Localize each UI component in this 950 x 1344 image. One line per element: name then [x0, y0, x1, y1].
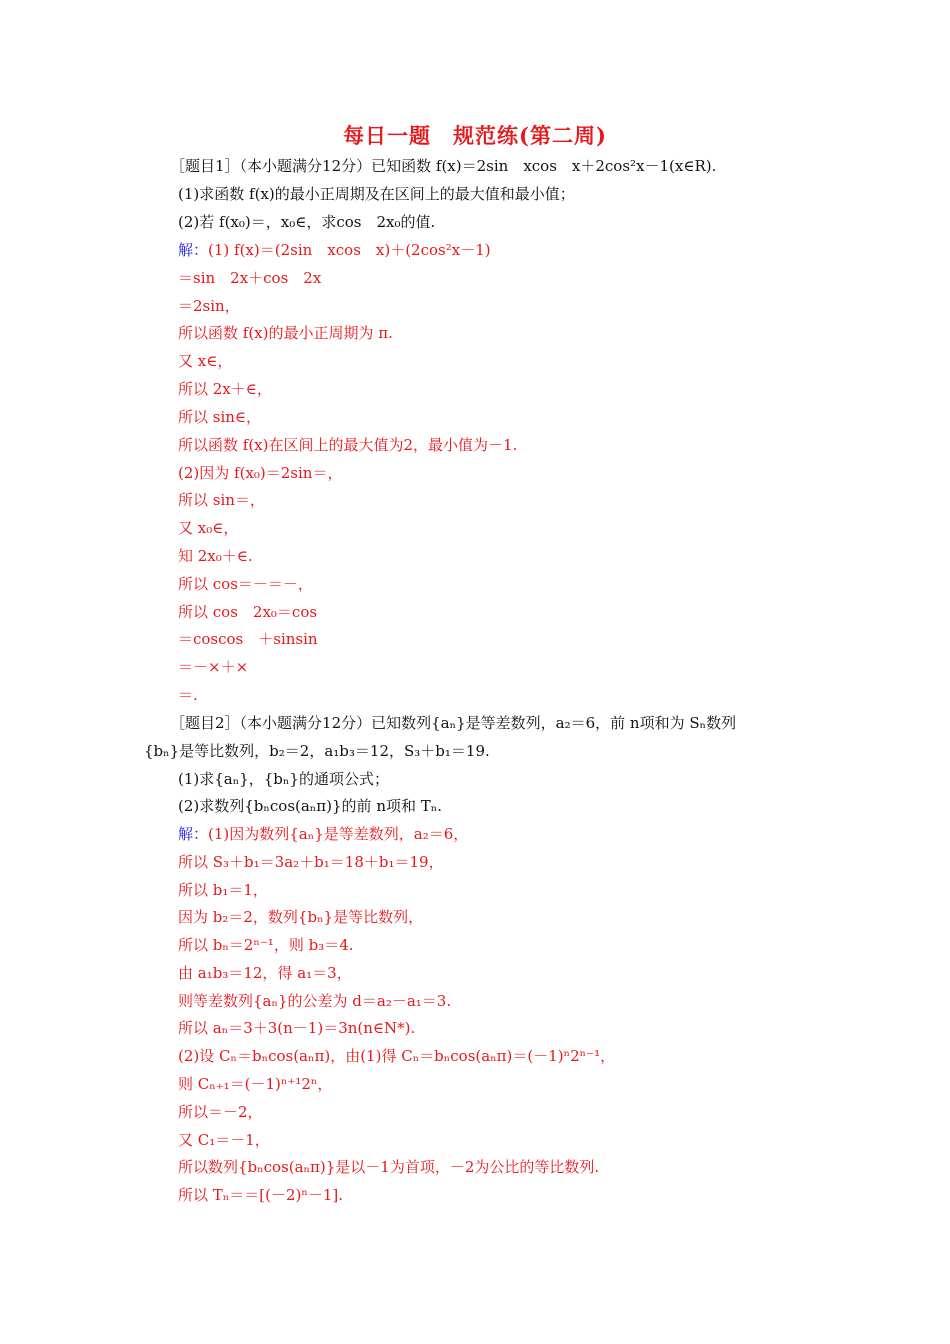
q2-solution-line: 由 a₁b₃＝12，得 a₁＝3，: [178, 964, 352, 982]
q2-solution-line: 因为 b₂＝2，数列{bₙ}是等比数列，: [178, 908, 424, 926]
page-title: 每日一题 规范练(第二周): [343, 123, 607, 148]
q2-part1: (1)求{aₙ}，{bₙ}的通项公式；: [178, 770, 389, 788]
q2-stem-continued: {bₙ}是等比数列，b₂＝2，a₁b₃＝12，S₃＋b₁＝19.: [144, 742, 490, 760]
q1-solution-line: ＝.: [178, 686, 198, 704]
q1-stem: ［题目1］（本小题满分12分）已知函数 f(x)＝2sin xcos x＋2cos²x－1(x∈R).: [170, 157, 717, 175]
q1-solution-label: 解：: [178, 241, 209, 259]
q1-solution-line: 所以 sin＝，: [178, 491, 265, 509]
q1-solution-line: 所以函数 f(x)在区间上的最大值为2，最小值为－1.: [178, 436, 518, 454]
q2-solution-line: 则 Cₙ₊₁＝(－1)ⁿ⁺¹2ⁿ，: [178, 1075, 333, 1093]
q2-part2: (2)求数列{bₙcos(aₙπ)}的前 n项和 Tₙ.: [178, 797, 443, 815]
q2-solution-line: 所以 Tₙ＝＝[(－2)ⁿ－1].: [178, 1186, 344, 1204]
q1-solution-line: 所以函数 f(x)的最小正周期为 π.: [178, 324, 393, 342]
q1-solution-line: 又 x∈，: [178, 352, 233, 370]
q1-solution-line: 所以 sin∈，: [178, 408, 262, 426]
q2-solution-line: (1)因为数列{aₙ}是等差数列，a₂＝6，: [208, 825, 469, 843]
q1-solution-line: ＝coscos ＋sinsin: [178, 630, 318, 648]
q1-solution-line: 所以 2x＋∈，: [178, 380, 272, 398]
q2-solution-line: 所以 bₙ＝2ⁿ⁻¹，则 b₃＝4.: [178, 936, 354, 954]
q2-stem: ［题目2］（本小题满分12分）已知数列{aₙ}是等差数列，a₂＝6，前 n项和为 Sₙ数列: [170, 714, 737, 732]
q2-solution-line: 所以＝－2，: [178, 1103, 263, 1121]
q1-solution-line: 知 2x₀＋∈.: [178, 547, 253, 565]
q2-solution-line: 所以 b₁＝1，: [178, 881, 268, 899]
q1-solution-line: 又 x₀∈，: [178, 519, 239, 537]
q1-solution-line: 所以 cos＝－＝－，: [178, 575, 313, 593]
q1-part1: (1)求函数 f(x)的最小正周期及在区间上的最大值和最小值；: [178, 185, 575, 203]
q1-solution-line: ＝－×＋×: [178, 658, 249, 676]
q2-solution-line: (2)设 Cₙ＝bₙcos(aₙπ)，由(1)得 Cₙ＝bₙcos(aₙπ)＝(－1)ⁿ2ⁿ⁻¹，: [178, 1047, 616, 1065]
q1-solution-line: (1) f(x)＝(2sin xcos x)＋(2cos²x－1): [208, 241, 491, 259]
q2-solution-line: 则等差数列{aₙ}的公差为 d＝a₂－a₁＝3.: [178, 992, 452, 1010]
q2-solution-line: 所以 S₃＋b₁＝3a₂＋b₁＝18＋b₁＝19，: [178, 853, 444, 871]
q2-solution-line: 所以 aₙ＝3＋3(n－1)＝3n(n∈N*).: [178, 1019, 416, 1037]
q1-solution-line: (2)因为 f(x₀)＝2sin＝，: [178, 464, 343, 482]
q1-part2: (2)若 f(x₀)＝，x₀∈，求cos 2x₀的值.: [178, 213, 436, 231]
q1-solution-line: 所以 cos 2x₀＝cos: [178, 603, 318, 621]
q1-solution-first-line: [178, 240, 491, 260]
q1-solution-line: ＝sin 2x＋cos 2x: [178, 269, 322, 287]
q2-solution-line: 所以数列{bₙcos(aₙπ)}是以－1为首项，－2为公比的等比数列.: [178, 1158, 600, 1176]
q2-solution-first-line: [178, 824, 468, 844]
q2-solution-line: 又 C₁＝－1，: [178, 1131, 270, 1149]
q1-solution-line: ＝2sin，: [178, 297, 240, 315]
q2-solution-label: 解：: [178, 825, 209, 843]
